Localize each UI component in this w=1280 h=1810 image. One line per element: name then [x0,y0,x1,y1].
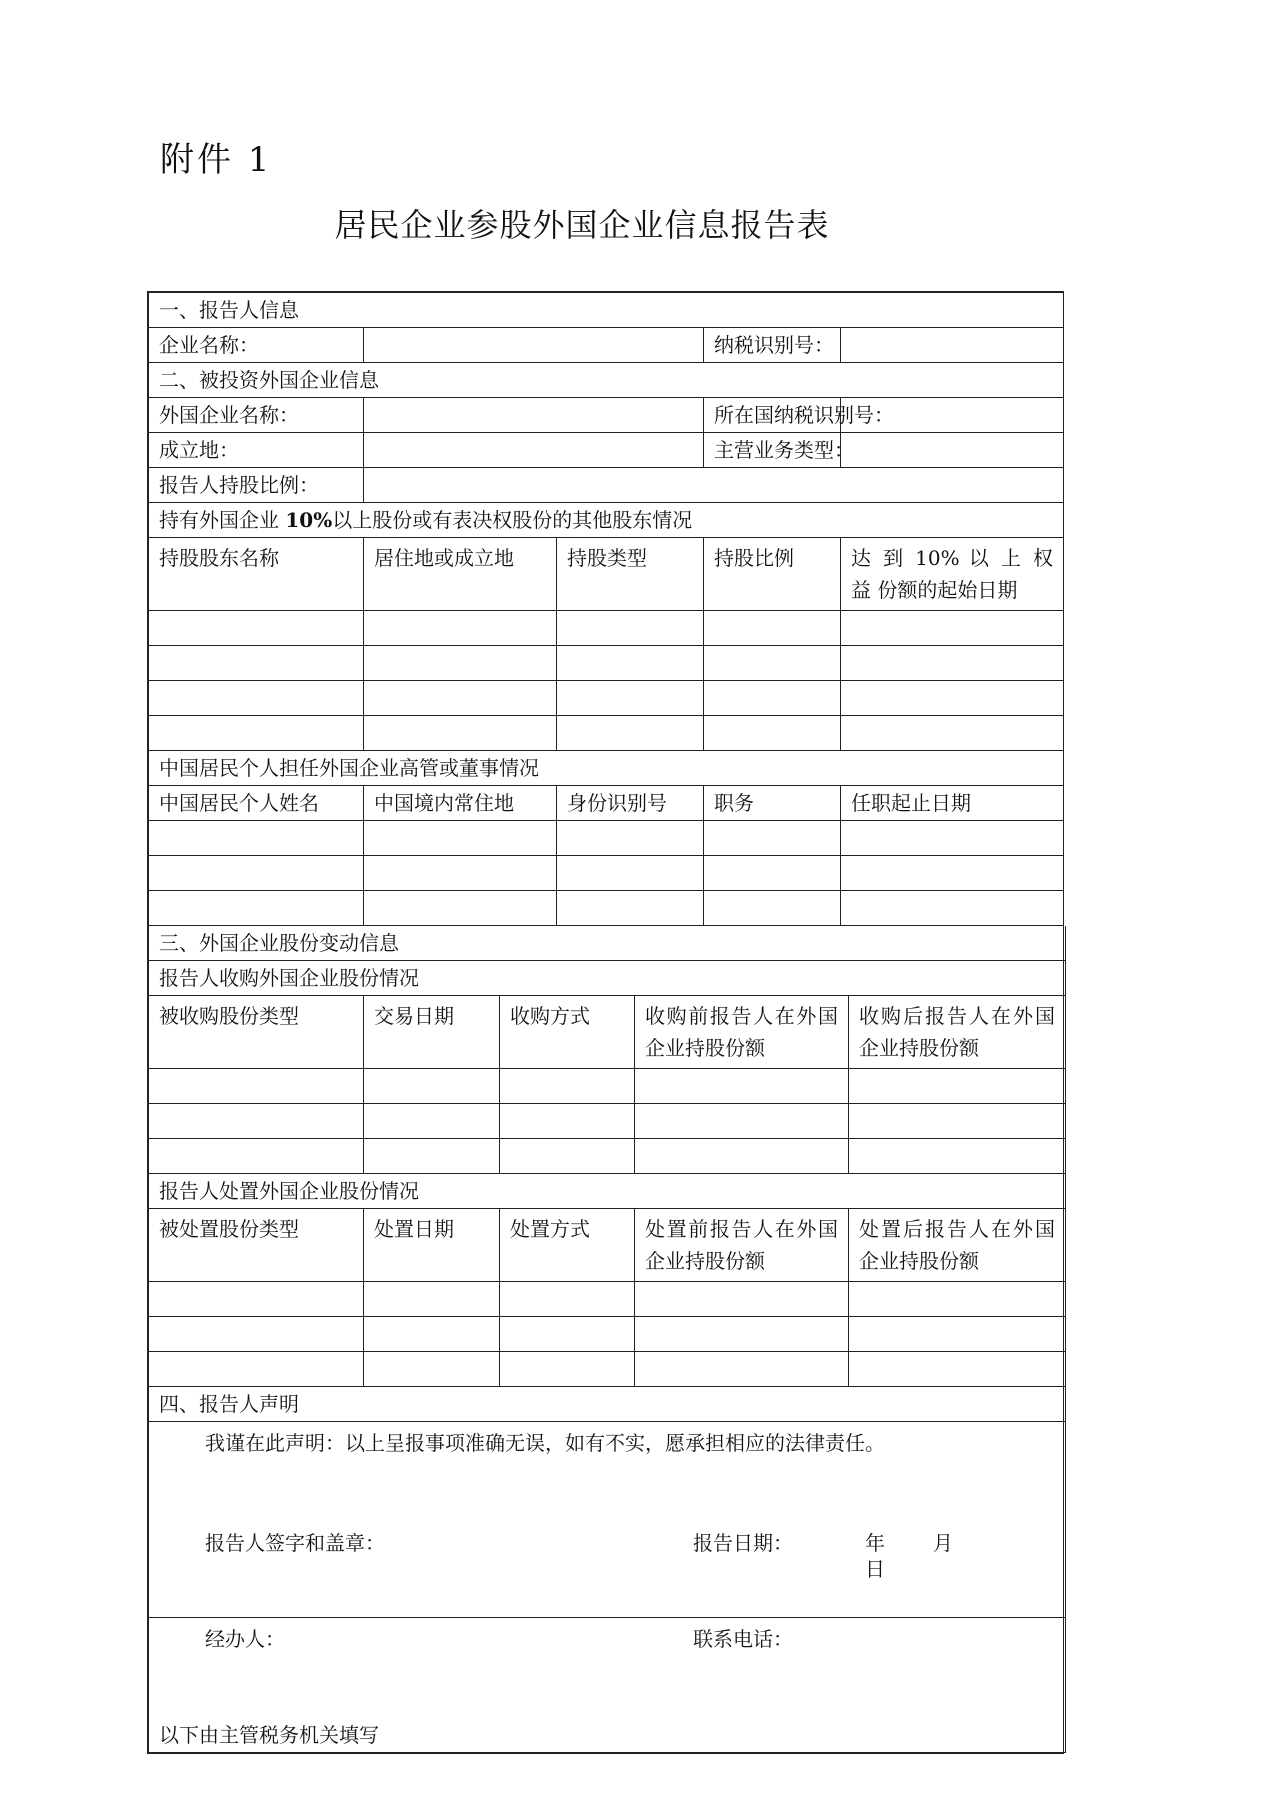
company-name-field[interactable] [364,328,704,363]
col-after-acquisition: 收购后报告人在外国企业持股份额 [849,996,1066,1069]
section4-heading: 四、报告人声明 [149,1387,1066,1422]
table-row [149,856,1064,891]
signature-label: 报告人签字和盖章： [205,1531,385,1555]
table-row [149,1317,1066,1352]
report-date-label: 报告日期： [693,1531,793,1555]
col-acquired-type: 被收购股份类型 [149,996,364,1069]
executives-heading: 中国居民个人担任外国企业高管或董事情况 [149,751,1064,786]
report-date-ymd [865,1530,1065,1582]
share-ratio-field[interactable] [364,468,1064,503]
col-domestic-residence: 中国境内常住地 [364,786,557,821]
table-row [149,1352,1066,1387]
col-position: 职务 [704,786,841,821]
col-trade-date: 交易日期 [364,996,500,1069]
section3-heading: 三、外国企业股份变动信息 [149,926,1066,961]
table-row [149,891,1064,926]
col-id-number: 身份识别号 [557,786,704,821]
disposal-heading: 报告人处置外国企业股份情况 [149,1174,1066,1209]
table-row [149,1139,1066,1174]
foreign-name-label: 外国企业名称： [149,398,364,433]
col-disposed-type: 被处置股份类型 [149,1209,364,1282]
section2-heading: 二、被投资外国企业信息 [149,363,1064,398]
table-row [149,611,1064,646]
tax-authority-note: 以下由主管税务机关填写 [159,1723,379,1747]
company-name-label: 企业名称： [149,328,364,363]
col-disposal-date: 处置日期 [364,1209,500,1282]
day-label: 日 [865,1557,885,1581]
col-term-dates: 任职起止日期 [841,786,1064,821]
attachment-label: 附件 1 [160,140,273,180]
handler-label: 经办人： [205,1627,285,1651]
col-residence: 居住地或成立地 [364,538,557,611]
handler-block [149,1618,1066,1753]
tax-id-field[interactable] [841,328,1064,363]
foreign-name-field[interactable] [364,398,704,433]
col-disposal-method: 处置方式 [500,1209,635,1282]
shareholders-heading: 持有外国企业 10%以上股份或有表决权股份的其他股东情况 [149,503,1064,538]
col-before-acquisition: 收购前报告人在外国企业持股份额 [635,996,849,1069]
table-row [149,821,1064,856]
col-holding-type: 持股类型 [557,538,704,611]
table-row [149,1282,1066,1317]
foreign-tax-id-label: 所在国纳税识别号： [704,398,841,433]
year-label: 年 [865,1531,885,1555]
share-ratio-label: 报告人持股比例： [149,468,364,503]
phone-label: 联系电话： [693,1627,793,1651]
established-field[interactable] [364,433,704,468]
report-form [147,291,1064,1754]
section1-heading: 一、报告人信息 [149,293,1064,328]
col-after-disposal: 处置后报告人在外国企业持股份额 [849,1209,1066,1282]
established-label: 成立地： [149,433,364,468]
col-before-disposal: 处置前报告人在外国企业持股份额 [635,1209,849,1282]
col-person-name: 中国居民个人姓名 [149,786,364,821]
tax-id-label: 纳税识别号： [704,328,841,363]
business-type-field[interactable] [841,433,1064,468]
table-row [149,1104,1066,1139]
acquisition-heading: 报告人收购外国企业股份情况 [149,961,1066,996]
table-row [149,681,1064,716]
col-shareholder-name: 持股股东名称 [149,538,364,611]
form-title: 居民企业参股外国企业信息报告表 [334,206,830,244]
table-row [149,1069,1066,1104]
col-holding-ratio: 持股比例 [704,538,841,611]
month-label: 月 [933,1531,953,1555]
col-acquisition-method: 收购方式 [500,996,635,1069]
declaration-statement: 我谨在此声明：以上呈报事项准确无误，如有不实，愿承担相应的法律责任。 [205,1431,885,1455]
declaration-block [149,1422,1066,1618]
col-start-date: 达 到 10% 以 上 权 益 份额的起始日期 [841,538,1064,611]
table-row [149,646,1064,681]
business-type-label: 主营业务类型： [704,433,841,468]
table-row [149,716,1064,751]
